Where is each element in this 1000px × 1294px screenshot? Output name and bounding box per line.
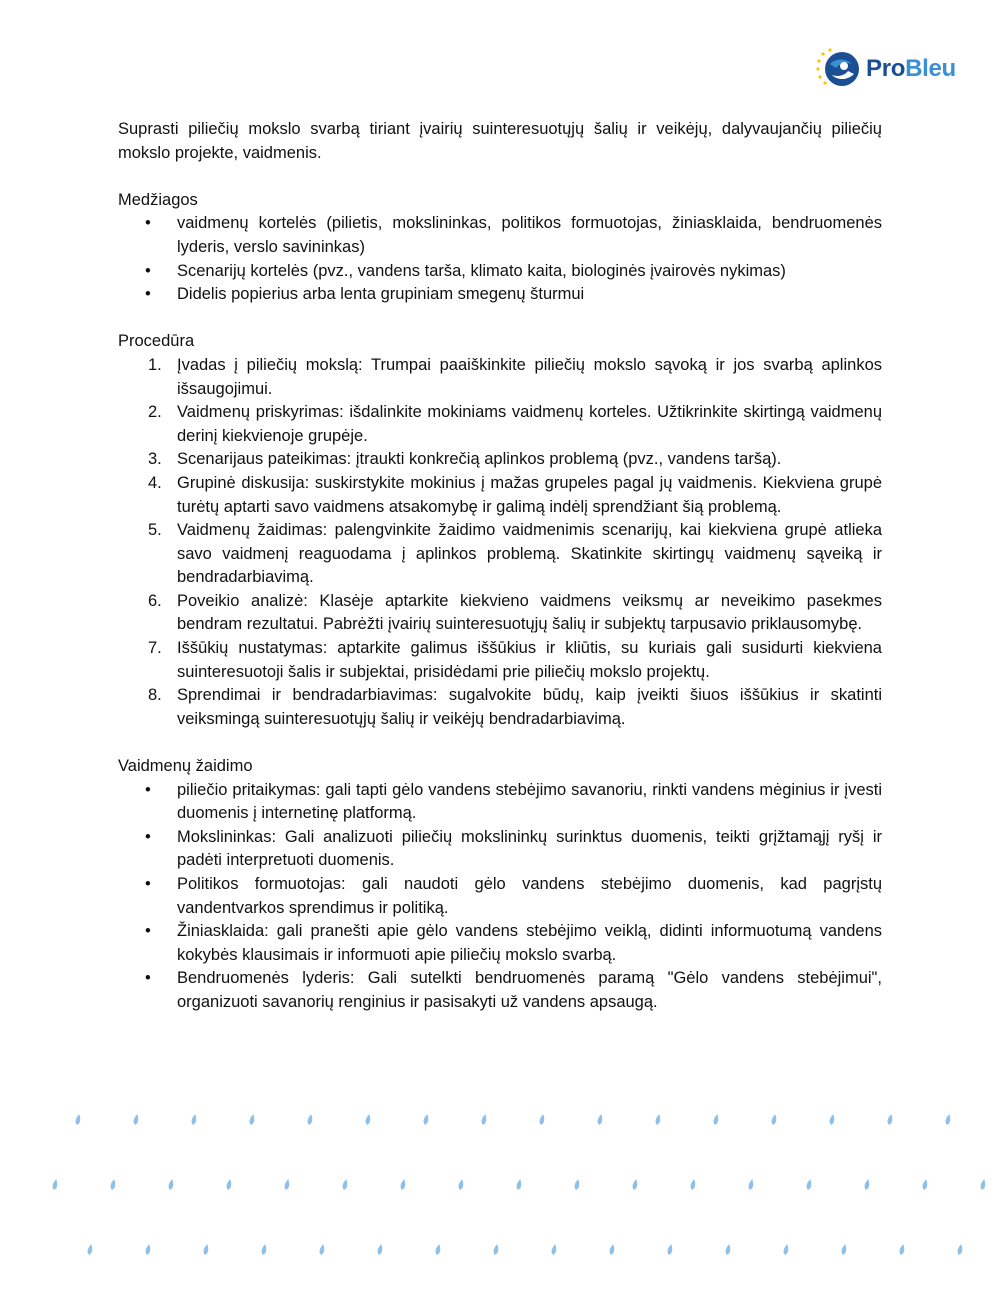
- water-drop-icon: [725, 1244, 732, 1256]
- list-item: [118, 519, 882, 590]
- water-drop-icon: [400, 1179, 407, 1191]
- step-text: Grupinė diskusija: suskirstykite mokinius į mažas grupeles pagal jų vaidmenis. Kiekviena grupė turėtų aptarti savo vaidmens atsakomybę ir galimą indėlį sprendžiant šią problemą.: [177, 473, 882, 516]
- list-item: • Mokslininkas: Gali analizuoti piliečių mokslininkų surinktus duomenis, teikti grįžtamąjį ryšį ir padėti interpretuoti duomenis.: [118, 826, 882, 873]
- probleu-logo-text: [866, 55, 956, 83]
- water-drop-icon: [307, 1114, 314, 1126]
- list-item: [118, 448, 882, 472]
- step-number: 4.: [148, 473, 162, 492]
- water-drop-icon: [667, 1244, 674, 1256]
- water-drop-icon: [864, 1179, 871, 1191]
- water-drop-icon: [609, 1244, 616, 1256]
- step-text: Vaidmenų priskyrimas: išdalinkite mokiniams vaidmenų korteles. Užtikrinkite skirtingą vaidmenų derinį kiekvienoje grupėje.: [177, 403, 882, 445]
- list-item: [118, 684, 882, 731]
- step-number: 7.: [148, 639, 162, 658]
- water-drop-icon: [539, 1114, 546, 1126]
- water-drop-icon: [899, 1244, 906, 1256]
- water-drop-icon: [957, 1244, 964, 1256]
- list-item: • Scenarijų kortelės (pvz., vandens tarša, klimato kaita, biologinės įvairovės nykimas): [118, 260, 882, 284]
- logo-text-pro: Pro: [866, 55, 906, 82]
- step-number: 3.: [148, 450, 162, 469]
- logo-text-bleu: Bleu: [905, 55, 956, 82]
- water-drop-icon: [481, 1114, 488, 1126]
- list-item: [118, 354, 882, 401]
- water-drop-icon: [806, 1179, 813, 1191]
- water-drop-icon: [493, 1244, 500, 1256]
- water-drop-icon: [551, 1244, 558, 1256]
- step-number: 6.: [148, 591, 162, 610]
- list-item: • piliečio pritaikymas: gali tapti gėlo vandens stebėjimo savanoriu, rinkti vandens mėginius ir įvesti duomenis į internetinę platformą.: [118, 779, 882, 826]
- water-drop-icon: [191, 1114, 198, 1126]
- materials-list: [118, 212, 882, 306]
- list-item: • vaidmenų kortelės (pilietis, mokslininkas, politikos formuotojas, žiniasklaida, bendruomenės lyderis, verslo savininkas): [118, 212, 882, 259]
- probleu-logo-mark-icon: [814, 44, 864, 94]
- step-text: Sprendimai ir bendradarbiavimas: sugalvokite būdų, kaip įveikti šiuos iššūkius ir skatinti veiksmingą suinteresuotųjų šalių ir veikėjų bendradarbiavimą.: [177, 686, 882, 728]
- intro-paragraph: Suprasti piliečių mokslo svarbą tiriant įvairių suinteresuotųjų šalių ir veikėjų, dalyvaujančių piliečių mokslo projekte, vaidmenis.: [118, 120, 882, 162]
- list-item: [118, 472, 882, 519]
- water-drop-icon: [713, 1114, 720, 1126]
- list-item: • Bendruomenės lyderis: Gali sutelkti bendruomenės paramą "Gėlo vandens stebėjimui", organizuoti savanorių renginius ir pasisakyti už vandens apsaugą.: [118, 967, 882, 1014]
- water-drop-icon: [748, 1179, 755, 1191]
- water-drop-icon: [574, 1179, 581, 1191]
- water-drop-icon: [887, 1114, 894, 1126]
- water-drop-icon: [261, 1244, 268, 1256]
- water-drop-icon: [377, 1244, 384, 1256]
- water-drop-icon: [945, 1114, 952, 1126]
- water-drop-icon: [829, 1114, 836, 1126]
- step-text: Iššūkių nustatymas: aptarkite galimus iššūkius ir kliūtis, su kuriais gali susidurti kiekviena suinteresuotoji šalis ir subjektai, prisidėdami prie piliečių mokslo projektų.: [177, 639, 882, 681]
- step-number: 5.: [148, 521, 162, 540]
- document-body: [118, 118, 882, 1015]
- procedure-heading: Procedūra: [118, 332, 195, 351]
- water-drop-icon: [516, 1179, 523, 1191]
- step-number: 2.: [148, 403, 162, 422]
- water-drop-icon: [342, 1179, 349, 1191]
- water-drop-icon: [771, 1114, 778, 1126]
- list-item: [118, 401, 882, 448]
- water-drop-icon: [690, 1179, 697, 1191]
- water-drop-icon: [226, 1179, 233, 1191]
- water-drop-icon: [284, 1179, 291, 1191]
- water-drop-icon: [597, 1114, 604, 1126]
- water-drop-icon: [249, 1114, 256, 1126]
- step-text: Vaidmenų žaidimas: palengvinkite žaidimo vaidmenimis scenarijų, kai kiekviena grupė atlieka savo vaidmenį reaguodama į aplinkos problemą. Skatinkite skirtingų vaidmenų sąveiką ir bendradarbiavimą.: [177, 521, 882, 587]
- materials-heading: Medžiagos: [118, 190, 198, 209]
- water-drop-icon: [319, 1244, 326, 1256]
- water-drop-icon: [145, 1244, 152, 1256]
- water-drop-icon: [168, 1179, 175, 1191]
- water-drop-icon: [458, 1179, 465, 1191]
- water-drop-icon: [922, 1179, 929, 1191]
- list-item: [118, 637, 882, 684]
- list-item: [118, 590, 882, 637]
- water-drop-icon: [435, 1244, 442, 1256]
- water-drop-icon: [75, 1114, 82, 1126]
- water-drop-icon: [133, 1114, 140, 1126]
- water-drop-icon: [423, 1114, 430, 1126]
- roleplay-list: [118, 779, 882, 1015]
- water-drop-icon: [203, 1244, 210, 1256]
- list-item: • Didelis popierius arba lenta grupiniam smegenų šturmui: [118, 283, 882, 307]
- roleplay-heading: Vaidmenų žaidimo: [118, 757, 253, 776]
- step-text: Įvadas į piliečių mokslą: Trumpai paaiškinkite piliečių mokslo sąvoką ir jos svarbą aplinkos išsaugojimui.: [177, 355, 882, 398]
- water-drop-icon: [110, 1179, 117, 1191]
- water-drop-icon: [783, 1244, 790, 1256]
- water-drop-icon: [632, 1179, 639, 1191]
- water-drop-icon: [655, 1114, 662, 1126]
- step-text: Scenarijaus pateikimas: įtraukti konkrečią aplinkos problemą (pvz., vandens taršą).: [177, 450, 782, 469]
- water-drop-icon: [980, 1179, 987, 1191]
- water-drops-decoration: [0, 1100, 1000, 1270]
- step-number: 8.: [148, 686, 162, 705]
- water-drop-icon: [365, 1114, 372, 1126]
- procedure-list: [118, 354, 882, 732]
- list-item: • Politikos formuotojas: gali naudoti gėlo vandens stebėjimo duomenis, kad pagrįstų vandentvarkos sprendimus ir politiką.: [118, 873, 882, 920]
- probleu-logo: [814, 44, 956, 94]
- list-item: • Žiniasklaida: gali pranešti apie gėlo vandens stebėjimo veiklą, didinti informuotumą vandens kokybės klausimais ir informuoti apie piliečių mokslo svarbą.: [118, 920, 882, 967]
- step-number: 1.: [148, 355, 162, 374]
- water-drop-icon: [87, 1244, 94, 1256]
- water-drop-icon: [841, 1244, 848, 1256]
- water-drop-icon: [52, 1179, 59, 1191]
- step-text: Poveikio analizė: Klasėje aptarkite kiekvieno vaidmens veiksmų ar neveikimo pasekmes bendram rezultatui. Pabrėžti įvairių suinteresuotųjų šalių ir subjektų tarpusavio priklausomybę.: [177, 591, 882, 634]
